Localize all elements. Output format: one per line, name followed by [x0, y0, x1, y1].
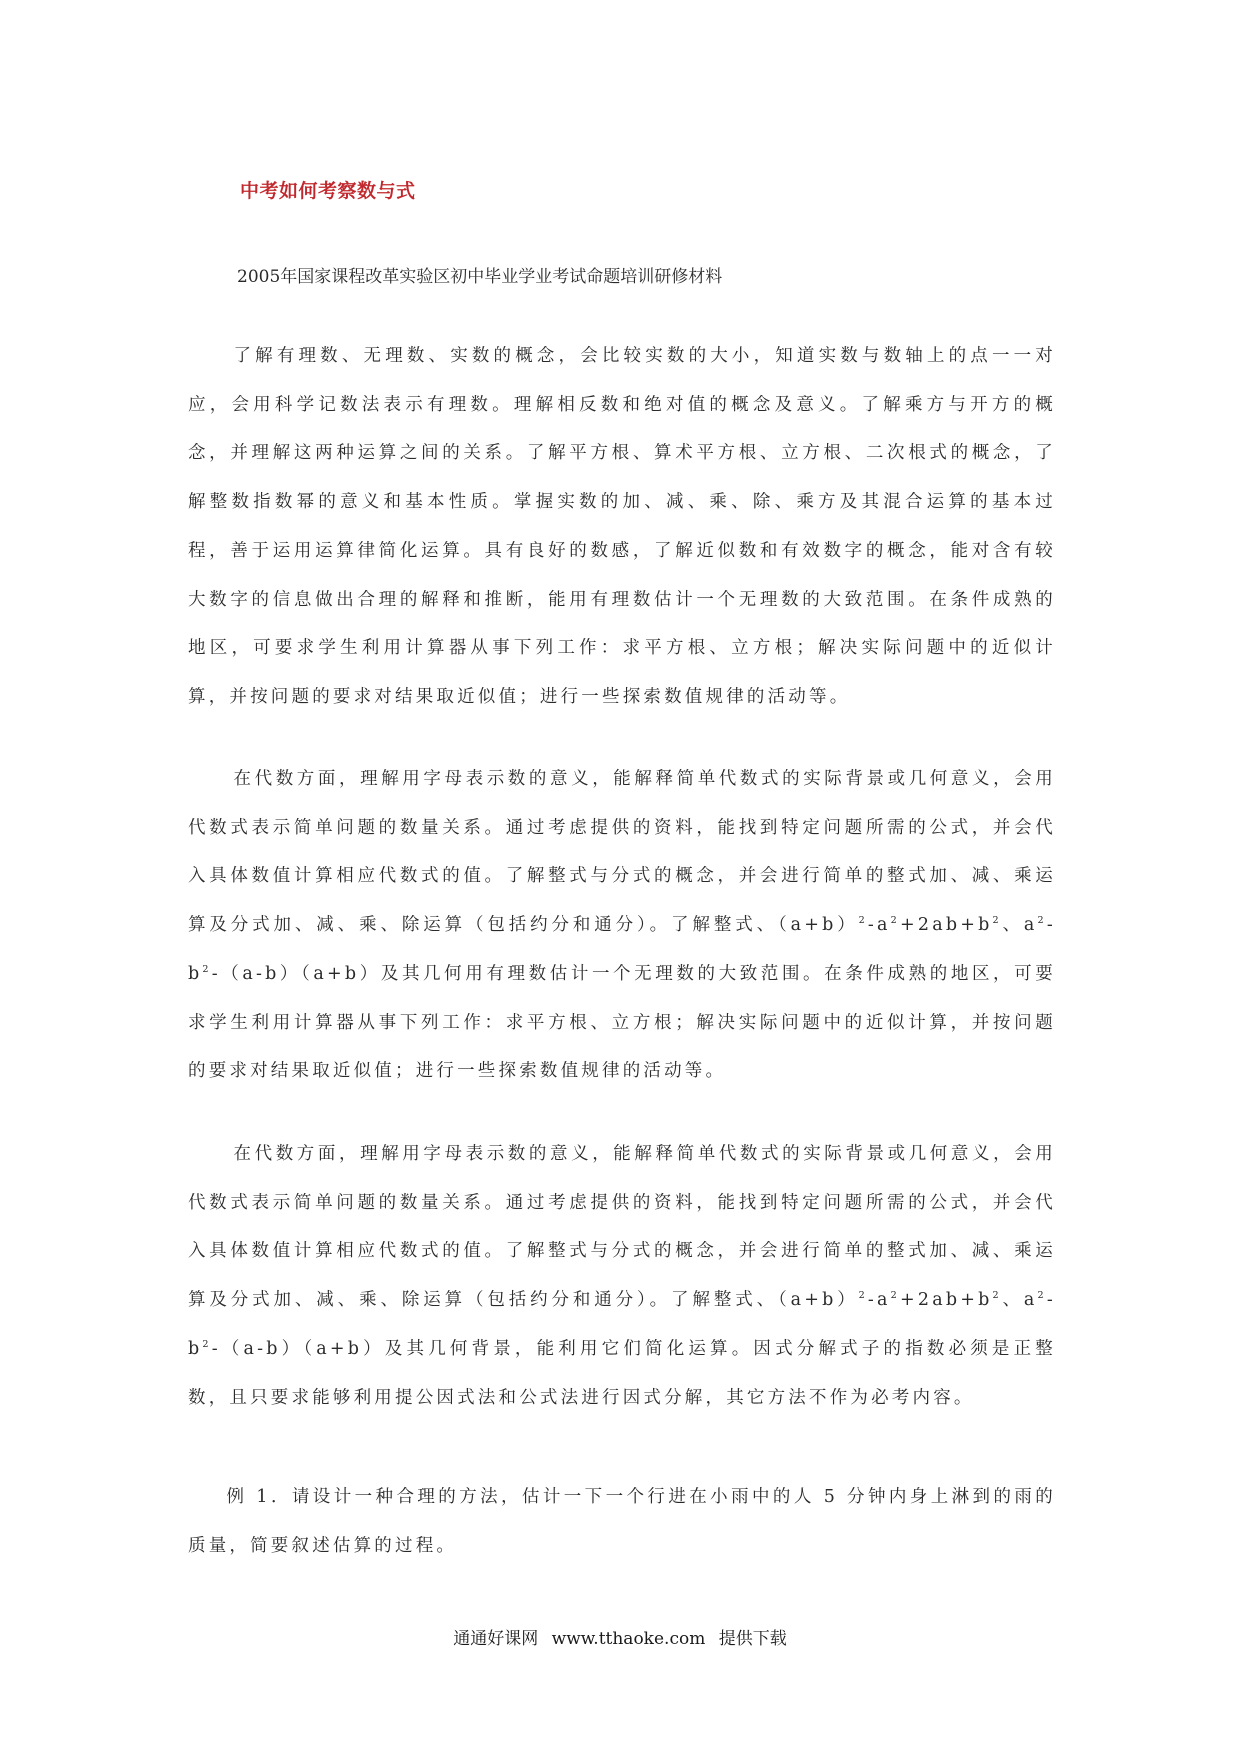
exponent: 2	[992, 1290, 1002, 1302]
footer-action: 提供下载	[718, 1629, 787, 1649]
exponent: 2	[1037, 1290, 1047, 1302]
formula-text: -（a-b）（a+b）	[211, 1338, 385, 1359]
formula-text: -（a-b）（a+b）	[211, 963, 381, 984]
exponent: 2	[992, 915, 1002, 927]
exponent: 2	[858, 1290, 868, 1302]
paragraph-text: 及其几何背景，能利用它们简化运算。因式分解式子的指数必须是正整数，且只要求能够利用提公因式法和公式法进行因式分解，其它方法不作为必考内容。	[188, 1338, 1056, 1408]
formula-text: -b	[188, 1290, 1056, 1359]
formula-text: -b	[188, 915, 1056, 984]
exponent: 2	[858, 915, 868, 927]
paragraph-text: 在代数方面，理解用字母表示数的意义，能解释简单代数式的实际背景或几何意义，会用代数式表示简单问题的数量关系。通过考虑提供的资料，能找到特定问题所需的公式，并会代入具体数值计算相应代数式的值。了解整式与分式的概念，并会进行简单的整式加、减、乘运算及分式加、减、乘、除运算（包括约分和通分）。了解整式、	[188, 769, 1056, 936]
footer-url[interactable]: www.tthaoke.com	[551, 1629, 706, 1649]
paragraph-algebra-1	[188, 755, 1056, 1096]
paragraph-text: 在代数方面，理解用字母表示数的意义，能解释简单代数式的实际背景或几何意义，会用代数式表示简单问题的数量关系。通过考虑提供的资料，能找到特定问题所需的公式，并会代入具体数值计算相应代数式的值。了解整式与分式的概念，并会进行简单的整式加、减、乘运算及分式加、减、乘、除运算（包括约分和通分）。了解整式、	[188, 1144, 1056, 1311]
exponent: 2	[202, 963, 212, 975]
exponent: 2	[890, 1290, 900, 1302]
formula-text: 、a	[1001, 915, 1038, 936]
paragraph-example-1: 例 1．请设计一种合理的方法，估计一下一个行进在小雨中的人 5 分钟内身上淋到的雨的质量，简要叙述估算的过程。	[188, 1487, 1056, 1556]
paragraph-text: 及其几何用有理数估计一个无理数的大致范围。在条件成熟的地区，可要求学生利用计算器从事下列工作：求平方根、立方根；解决实际问题中的近似计算，并按问题的要求对结果取近似值；进行一些探索数值规律的活动等。	[188, 963, 1056, 1082]
formula-text: +2ab+b	[900, 1290, 993, 1311]
footer-site-name: 通通好课网	[453, 1629, 539, 1649]
formula-text: （a+b）	[777, 1290, 859, 1311]
page-subtitle: 2005年国家课程改革实验区初中毕业学业考试命题培训研修材料	[237, 267, 723, 287]
paragraph-real-numbers: 了解有理数、无理数、实数的概念，会比较实数的大小，知道实数与数轴上的点一一对应，会用科学记数法表示有理数。理解相反数和绝对值的概念及意义。了解乘方与开方的概念，并理解这两种运算之间的关系。了解平方根、算术平方根、立方根、二次根式的概念，了解整数指数幂的意义和基本性质。掌握实数的加、减、乘、除、乘方及其混合运算的基本过程，善于运用运算律简化运算。具有良好的数感，了解近似数和有效数字的概念，能对含有较大数字的信息做出合理的解释和推断，能用有理数估计一个无理数的大致范围。在条件成熟的地区，可要求学生利用计算器从事下列工作：求平方根、立方根；解决实际问题中的近似计算，并按问题的要求对结果取近似值；进行一些探索数值规律的活动等。	[188, 346, 1056, 707]
exponent: 2	[202, 1338, 212, 1350]
formula-text: 、a	[1001, 1290, 1038, 1311]
formula-text: +2ab+b	[900, 915, 993, 936]
page-footer	[0, 1624, 1240, 1649]
page-title: 中考如何考察数与式	[240, 180, 416, 202]
formula-text: -a	[867, 915, 891, 936]
formula-text: （a+b）	[777, 915, 859, 936]
formula-text: -a	[867, 1290, 891, 1311]
exponent: 2	[1037, 915, 1047, 927]
paragraph-algebra-2	[188, 1130, 1056, 1422]
exponent: 2	[890, 915, 900, 927]
